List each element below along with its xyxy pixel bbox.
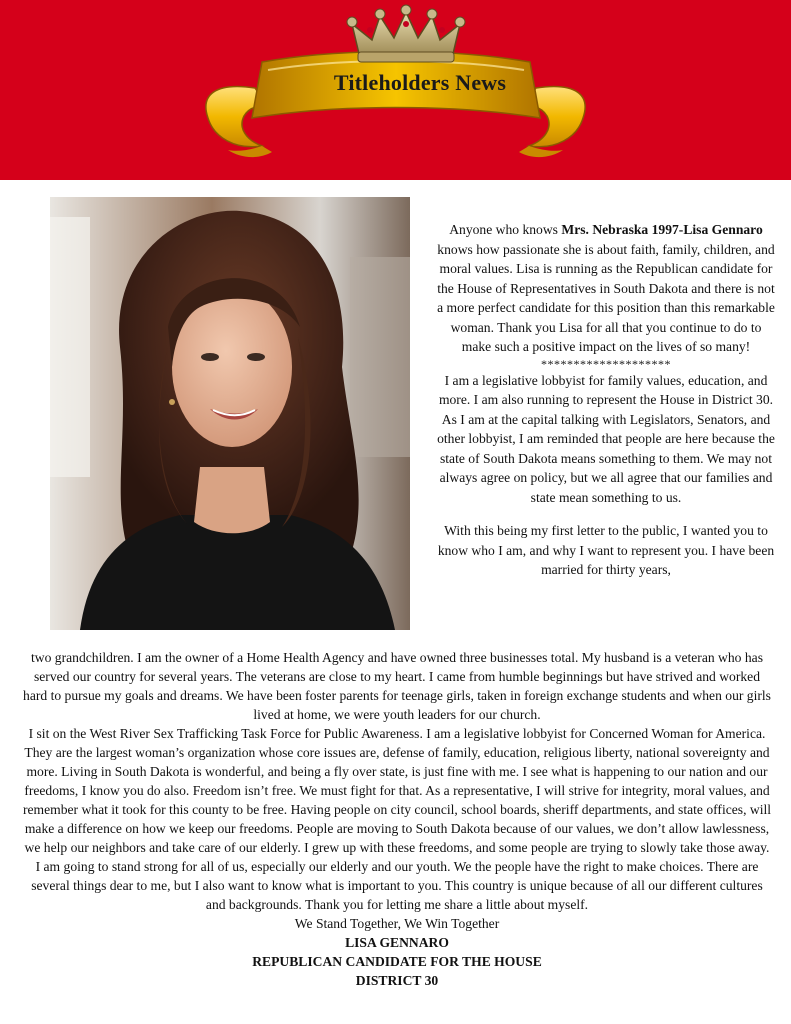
letter-body <box>22 648 772 990</box>
intro-column <box>436 220 776 580</box>
letter-intro-paragraph: With this being my first letter to the public, I wanted you to know who I am, and why I want to represent you. I have been married for thirty years, <box>437 523 775 577</box>
titleholder-name: Mrs. Nebraska 1997-Lisa Gennaro <box>561 222 763 237</box>
signature-title: REPUBLICAN CANDIDATE FOR THE HOUSE <box>252 954 542 969</box>
separator-stars: ******************** <box>541 356 671 371</box>
masthead-banner <box>0 0 791 180</box>
body-paragraph-1: two grandchildren. I am the owner of a Home Health Agency and have owned three businesses total. My husband is a veteran who has served our country for several years. The veterans are close to my heart. I came from humble beginnings but have strived and worked hard to pursue my goals and dreams. We have been foster parents for teenage girls, taken in foreign exchange students and when our girls lived at home, we were youth leaders for our church. <box>23 650 771 722</box>
signature-name: LISA GENNARO <box>345 935 449 950</box>
masthead-title: Titleholders News <box>333 70 507 95</box>
lobbyist-paragraph: I am a legislative lobbyist for family values, education, and more. I am also running to represent the House in District 30. As I am at the capital talking with Legislators, Senators, and other lobbyist, I am reminded that people are here because the state of South Dakota means something to them. We may not always agree on policy, but we all agree that our families and state mean something to us. <box>437 372 775 505</box>
slogan: We Stand Together, We Win Together <box>294 916 500 931</box>
intro-paragraph: Anyone who knows Mrs. Nebraska 1997-Lisa Gennaro knows how passionate she is about faith, family, children, and moral values. Lisa is running as the Republican candidate for the House of Representatives in South Dakota and there is not a more perfect candidate for this position than this remarkable woman. Thank you Lisa for all that you continue to do to make such a positive impact on the lives of so many! <box>437 222 775 354</box>
body-paragraph-2: I sit on the West River Sex Trafficking Task Force for Public Awareness. I am a legislative lobbyist for Concerned Woman for America. They are the largest woman’s organization whose core issues are, defense of family, education, religious liberty, national sovereignty and more. Living in South Dakota is wonderful, and being a fly over state, is just fine with me. I see what is happening to our nation and our freedoms, I know you do also. Freedom isn’t free. We must fight for that. As a representative, I will strive for integrity, moral values, and remember what it took for this county to be free. Having people on city council, school boards, sheriff departments, and state offices, will make a difference on how we keep our freedoms. People are moving to South Dakota because of our values, we don’t allow lawlessness, we help our neighbors and take care of our elderly. I grew up with these freedoms, and some people are trying to slowly take those away. I am going to stand strong for all of us, especially our elderly and our youth. We the people have the right to make choices. There are several things dear to me, but I also want to know what is important to you. This country is unique because of all our different cultures and backgrounds. Thank you for letting me share a little about myself. <box>22 726 772 912</box>
candidate-portrait <box>50 197 410 630</box>
signature-district: DISTRICT 30 <box>355 973 439 988</box>
